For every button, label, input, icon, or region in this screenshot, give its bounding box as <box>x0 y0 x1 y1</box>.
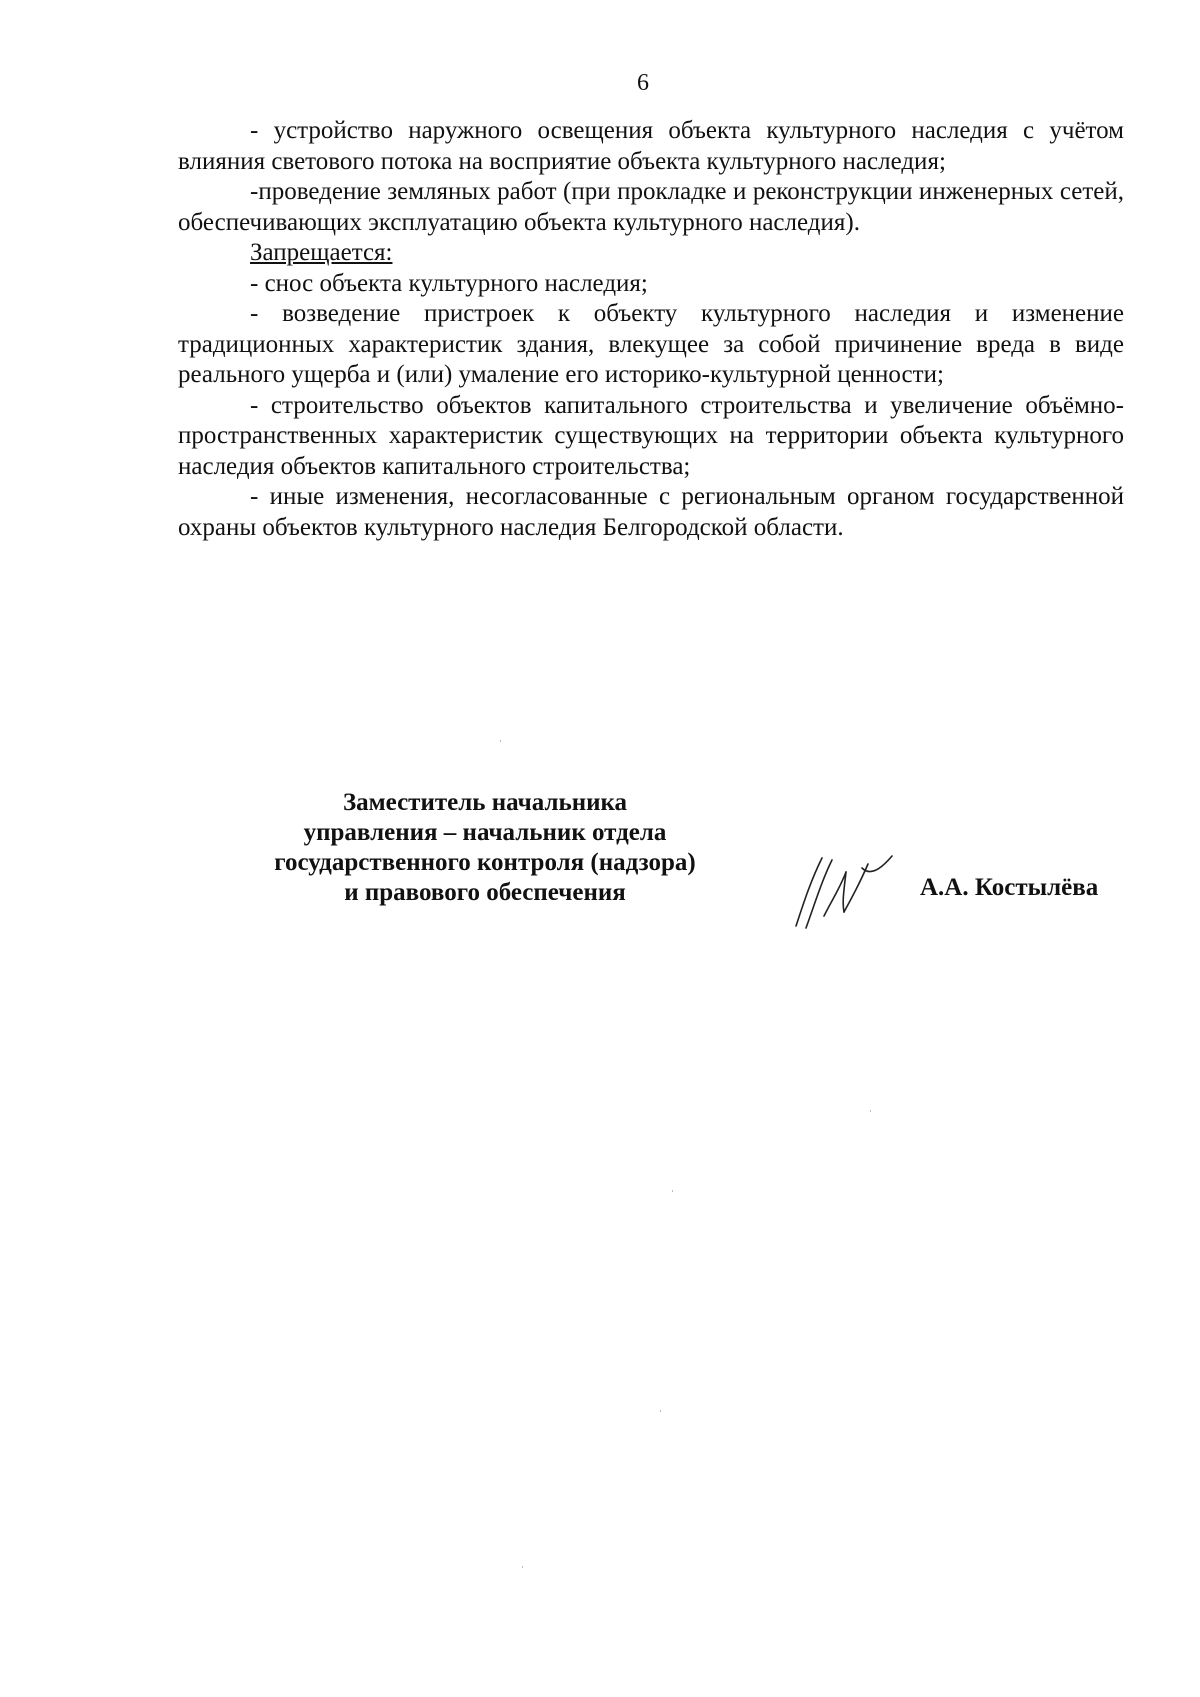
scan-speck <box>660 1410 661 1412</box>
paragraph-earthworks: -проведение земляных работ (при прокладке и реконструкции инженерных сетей, обеспечивающих эксплуатацию объекта культурного наследия). <box>178 178 1124 236</box>
position-line: Заместитель начальника <box>342 789 628 816</box>
paragraph-construction: - строительство объектов капитального строительства и увеличение объёмно-пространственных характеристик существующих на территории объекта культурного наследия объектов капитального строительства; <box>178 391 1124 480</box>
paragraph-extensions: - возведение пристроек к объекту культурного наследия и изменение традиционных характеристик здания, влекущее за собой причинение вреда в виде реального ущерба и (или) умаление его историко-культурной ценности; <box>178 300 1124 388</box>
signatory-name: А.А. Костылёва <box>920 874 1099 901</box>
position-line: и правового обеспечения <box>344 879 626 906</box>
scan-speck <box>522 1566 523 1568</box>
signatory-position <box>220 788 750 908</box>
paragraph-other-changes: - иные изменения, несогласованные с региональным органом государственной охраны объектов культурного наследия Белгородской области. <box>178 483 1124 541</box>
handwritten-signature <box>788 850 898 930</box>
scan-speck <box>672 1190 673 1192</box>
position-line: государственного контроля (надзора) <box>274 849 696 876</box>
scan-speck <box>870 1110 871 1112</box>
page-number: 6 <box>637 70 649 96</box>
prohibited-heading: Запрещается: <box>250 239 393 266</box>
document-body <box>178 116 1124 543</box>
paragraph-outdoor-lighting: - устройство наружного освещения объекта культурного наследия с учётом влияния светового потока на восприятие объекта культурного наследия; <box>178 117 1124 175</box>
position-line: управления – начальник отдела <box>303 819 667 846</box>
scan-speck <box>500 740 501 742</box>
paragraph-demolition: - снос объекта культурного наследия; <box>250 269 648 297</box>
